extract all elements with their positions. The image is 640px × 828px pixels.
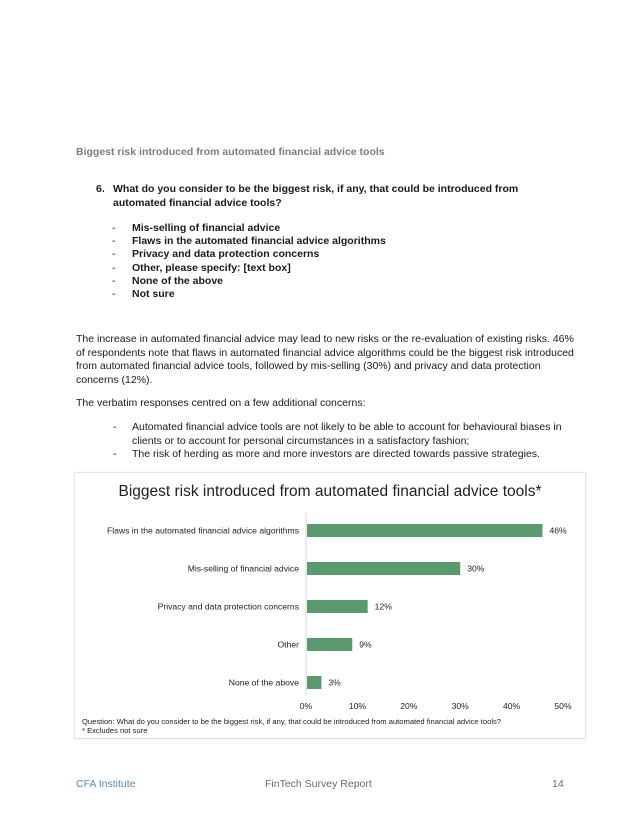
bullet-item: - Automated financial advice tools are not likely to be able to account for behavioural biases in clients or to account for personal circumstances in a satisfactory fashion; [113,421,562,447]
section-heading: Biggest risk introduced from automated financial advice tools [76,146,385,158]
footer-organization: CFA Institute [76,778,136,790]
bar-chart [74,472,586,739]
body-paragraph-1: The increase in automated financial advice may lead to new risks or the re-evaluation of existing risks. 46% of respondents note that flaws in automated financial advice algorithms could be the biggest risk introduced from automated financial advice tools, followed by mis-selling (30%) and privacy and data protection concerns (12%). [76,333,574,386]
data-label: 12% [374,601,392,612]
data-label: 3% [328,677,341,688]
x-tick-label: 50% [554,701,572,711]
dash-marker: - [112,274,116,287]
verbatim-bullets [113,421,573,462]
dash-marker: - [112,287,116,300]
x-tick-label: 30% [451,701,469,711]
dash-marker: - [112,222,116,234]
bar [307,562,460,575]
chart-title: Biggest risk introduced from automated financial advice tools* [118,483,542,500]
bullet-item: - The risk of herding as more and more investors are directed towards passive strategies. [113,448,540,460]
category-label: Other [277,639,299,650]
question-number: 6. [96,183,105,195]
bar [307,600,368,613]
dash-marker: - [112,235,116,248]
bar [307,638,352,651]
category-label: Flaws in the automated financial advice algorithms [106,525,299,536]
question-text: What do you consider to be the biggest risk, if any, that could be introduced from automated financial advice tools? [113,183,519,209]
data-label: 46% [549,525,567,536]
chart-question-note: Question: What do you consider to be the biggest risk, if any, that could be introduced from automated financial advice tools? [82,717,502,726]
x-tick-label: 20% [400,701,418,711]
chart-footnote: * Excludes not sure [82,726,148,735]
dash-marker: - [112,248,116,261]
footer-report-title: FinTech Survey Report [265,778,372,790]
bar [307,524,542,537]
x-tick-label: 0% [299,701,313,711]
category-label: None of the above [228,677,299,688]
category-label: Privacy and data protection concerns [157,601,299,612]
chart-notes [82,717,501,735]
body-paragraph-2: The verbatim responses centred on a few additional concerns: [76,397,366,409]
dash-marker: - [113,448,117,460]
bar [307,676,321,689]
chart-plot [75,473,585,738]
x-tick-label: 40% [502,701,521,711]
page-number: 14 [552,778,564,790]
data-label: 30% [467,563,485,574]
data-label: 9% [359,639,372,650]
dash-marker: - [113,421,117,433]
x-tick-label: 10% [348,701,367,711]
category-label: Mis-selling of financial advice [187,563,299,574]
dash-marker: - [112,261,116,274]
